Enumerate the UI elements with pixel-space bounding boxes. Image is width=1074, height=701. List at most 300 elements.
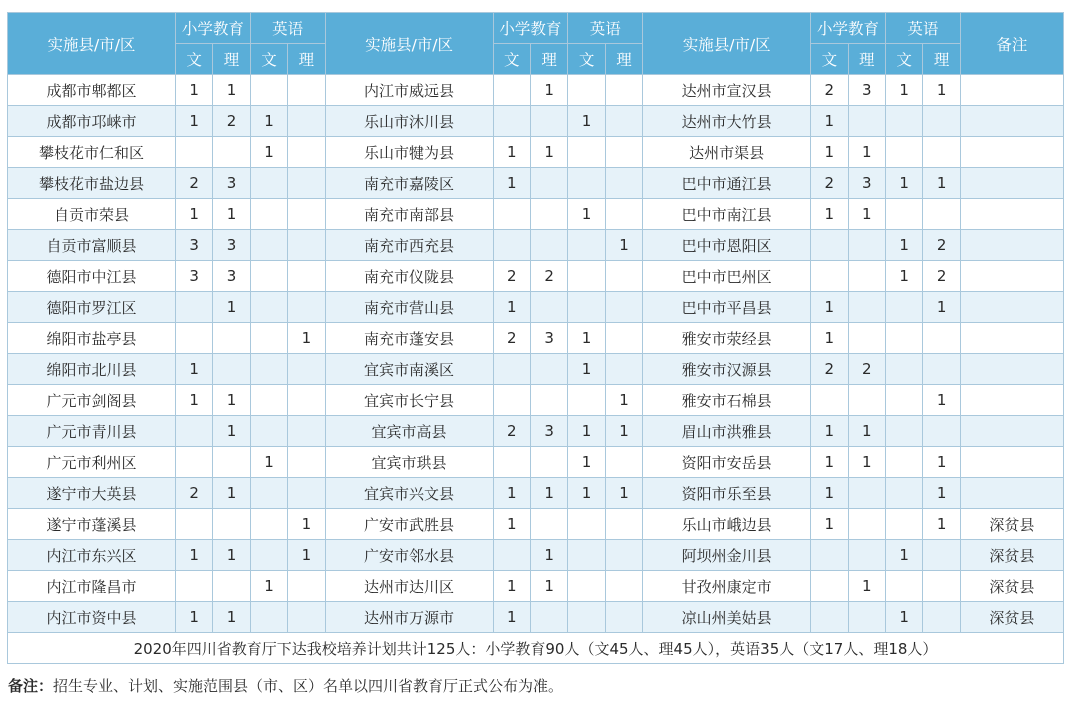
quota-cell <box>923 540 960 571</box>
quota-cell <box>811 261 848 292</box>
quota-cell <box>250 75 287 106</box>
quota-cell <box>288 199 325 230</box>
remarks-cell <box>960 292 1063 323</box>
quota-cell: 1 <box>288 540 325 571</box>
quota-cell: 1 <box>493 509 530 540</box>
quota-cell <box>250 292 287 323</box>
remarks-cell <box>960 447 1063 478</box>
quota-cell: 1 <box>250 137 287 168</box>
county-cell: 巴中市恩阳区 <box>643 230 811 261</box>
county-cell: 德阳市罗江区 <box>8 292 176 323</box>
quota-cell <box>250 168 287 199</box>
quota-cell: 2 <box>530 261 567 292</box>
county-cell: 南充市仪陇县 <box>325 261 493 292</box>
table-row <box>8 75 1064 106</box>
quota-cell <box>605 199 642 230</box>
county-cell: 宜宾市长宁县 <box>325 385 493 416</box>
quota-cell: 1 <box>605 385 642 416</box>
remarks-cell <box>960 478 1063 509</box>
quota-cell: 1 <box>250 106 287 137</box>
primary-education-header: 小学教育 <box>493 13 568 44</box>
quota-cell <box>213 323 250 354</box>
county-cell: 广安市邻水县 <box>325 540 493 571</box>
county-cell: 雅安市石棉县 <box>643 385 811 416</box>
quota-cell: 1 <box>885 261 922 292</box>
quota-cell: 1 <box>493 478 530 509</box>
county-cell: 宜宾市南溪区 <box>325 354 493 385</box>
quota-cell: 1 <box>811 447 848 478</box>
quota-cell <box>605 292 642 323</box>
county-cell: 巴中市巴州区 <box>643 261 811 292</box>
quota-cell <box>250 199 287 230</box>
table-row <box>8 602 1064 633</box>
quota-cell <box>175 509 212 540</box>
quota-cell: 1 <box>175 385 212 416</box>
quota-cell <box>923 571 960 602</box>
table-row <box>8 261 1064 292</box>
quota-cell <box>605 137 642 168</box>
quota-cell: 1 <box>530 571 567 602</box>
table-row <box>8 323 1064 354</box>
quota-cell <box>530 292 567 323</box>
remarks-cell <box>960 75 1063 106</box>
table-row <box>8 385 1064 416</box>
county-cell: 凉山州美姑县 <box>643 602 811 633</box>
county-cell: 绵阳市北川县 <box>8 354 176 385</box>
quota-cell: 2 <box>175 478 212 509</box>
county-cell: 攀枝花市仁和区 <box>8 137 176 168</box>
county-cell: 宜宾市珙县 <box>325 447 493 478</box>
county-cell: 内江市隆昌市 <box>8 571 176 602</box>
quota-cell: 2 <box>848 354 885 385</box>
quota-cell <box>493 354 530 385</box>
quota-cell <box>605 354 642 385</box>
quota-cell: 1 <box>811 137 848 168</box>
quota-cell: 1 <box>530 137 567 168</box>
science-subheader: 理 <box>213 44 250 75</box>
quota-cell <box>530 230 567 261</box>
quota-cell <box>250 416 287 447</box>
county-cell: 广元市剑阁县 <box>8 385 176 416</box>
county-cell: 南充市南部县 <box>325 199 493 230</box>
quota-cell <box>530 354 567 385</box>
table-row <box>8 292 1064 323</box>
quota-cell <box>213 571 250 602</box>
quota-cell <box>568 230 605 261</box>
county-cell: 达州市达川区 <box>325 571 493 602</box>
county-cell: 成都市邛崃市 <box>8 106 176 137</box>
quota-cell: 1 <box>530 540 567 571</box>
quota-cell <box>848 478 885 509</box>
quota-cell: 1 <box>530 75 567 106</box>
remarks-cell <box>960 416 1063 447</box>
county-column-header: 实施县/市/区 <box>643 13 811 75</box>
quota-cell <box>848 106 885 137</box>
quota-cell <box>885 478 922 509</box>
quota-cell <box>568 540 605 571</box>
county-cell: 自贡市富顺县 <box>8 230 176 261</box>
primary-education-header: 小学教育 <box>175 13 250 44</box>
county-column-header: 实施县/市/区 <box>325 13 493 75</box>
table-row <box>8 478 1064 509</box>
quota-cell <box>288 602 325 633</box>
county-cell: 资阳市安岳县 <box>643 447 811 478</box>
science-subheader: 理 <box>530 44 567 75</box>
quota-cell: 1 <box>213 602 250 633</box>
remarks-cell <box>960 354 1063 385</box>
footnote <box>8 675 563 696</box>
arts-subheader: 文 <box>568 44 605 75</box>
county-cell: 遂宁市蓬溪县 <box>8 509 176 540</box>
county-cell: 雅安市汉源县 <box>643 354 811 385</box>
quota-cell <box>213 137 250 168</box>
quota-cell: 1 <box>213 416 250 447</box>
quota-cell: 3 <box>530 323 567 354</box>
county-cell: 广元市青川县 <box>8 416 176 447</box>
quota-cell: 1 <box>568 199 605 230</box>
table-row <box>8 230 1064 261</box>
county-cell: 雅安市荥经县 <box>643 323 811 354</box>
remarks-cell <box>960 385 1063 416</box>
county-cell: 巴中市南江县 <box>643 199 811 230</box>
quota-cell <box>605 75 642 106</box>
table-row <box>8 540 1064 571</box>
county-cell: 自贡市荣县 <box>8 199 176 230</box>
quota-cell: 1 <box>923 509 960 540</box>
quota-cell: 2 <box>811 354 848 385</box>
quota-cell <box>493 447 530 478</box>
quota-cell: 1 <box>493 602 530 633</box>
table-row <box>8 354 1064 385</box>
quota-cell: 1 <box>213 292 250 323</box>
remarks-cell <box>960 168 1063 199</box>
table-body <box>8 75 1064 633</box>
quota-cell <box>530 199 567 230</box>
table-row <box>8 571 1064 602</box>
table-row <box>8 199 1064 230</box>
quota-cell <box>568 602 605 633</box>
quota-cell <box>288 137 325 168</box>
quota-cell: 1 <box>885 75 922 106</box>
table-row <box>8 416 1064 447</box>
county-cell: 乐山市峨边县 <box>643 509 811 540</box>
quota-cell <box>175 571 212 602</box>
quota-cell: 1 <box>175 106 212 137</box>
quota-cell: 1 <box>923 168 960 199</box>
table-row <box>8 137 1064 168</box>
quota-cell: 1 <box>493 292 530 323</box>
quota-cell: 1 <box>213 199 250 230</box>
enrollment-plan-table <box>7 12 1064 664</box>
quota-cell <box>493 199 530 230</box>
quota-cell: 3 <box>175 230 212 261</box>
quota-cell <box>288 75 325 106</box>
quota-cell: 2 <box>923 230 960 261</box>
quota-cell: 2 <box>923 261 960 292</box>
quota-cell <box>848 292 885 323</box>
county-cell: 南充市蓬安县 <box>325 323 493 354</box>
quota-cell <box>175 447 212 478</box>
quota-cell: 1 <box>885 602 922 633</box>
quota-cell: 1 <box>605 416 642 447</box>
quota-cell: 2 <box>493 261 530 292</box>
quota-cell: 1 <box>811 199 848 230</box>
quota-cell: 1 <box>493 571 530 602</box>
quota-cell <box>605 540 642 571</box>
quota-cell: 1 <box>175 602 212 633</box>
quota-cell <box>811 230 848 261</box>
remarks-cell <box>960 137 1063 168</box>
quota-cell <box>568 509 605 540</box>
quota-cell: 1 <box>213 540 250 571</box>
quota-cell: 3 <box>213 168 250 199</box>
quota-cell <box>885 354 922 385</box>
table-row <box>8 447 1064 478</box>
quota-cell: 1 <box>923 478 960 509</box>
quota-cell <box>605 261 642 292</box>
remarks-cell <box>960 199 1063 230</box>
county-column-header: 实施县/市/区 <box>8 13 176 75</box>
quota-cell <box>288 571 325 602</box>
english-header: 英语 <box>250 13 325 44</box>
english-header: 英语 <box>885 13 960 44</box>
science-subheader: 理 <box>923 44 960 75</box>
quota-cell <box>250 323 287 354</box>
quota-cell <box>848 602 885 633</box>
quota-cell <box>213 447 250 478</box>
quota-cell <box>605 323 642 354</box>
quota-cell <box>885 199 922 230</box>
quota-cell: 1 <box>811 106 848 137</box>
quota-cell: 1 <box>175 354 212 385</box>
quota-cell <box>848 323 885 354</box>
quota-cell <box>250 385 287 416</box>
table-row <box>8 168 1064 199</box>
arts-subheader: 文 <box>175 44 212 75</box>
quota-cell: 1 <box>923 447 960 478</box>
quota-cell: 1 <box>213 385 250 416</box>
quota-cell <box>923 354 960 385</box>
quota-cell <box>250 478 287 509</box>
quota-cell <box>885 106 922 137</box>
remarks-cell: 深贫县 <box>960 571 1063 602</box>
quota-cell: 2 <box>493 416 530 447</box>
quota-cell <box>811 602 848 633</box>
quota-cell <box>811 540 848 571</box>
quota-cell <box>288 292 325 323</box>
quota-cell: 1 <box>288 509 325 540</box>
quota-cell: 1 <box>568 106 605 137</box>
county-cell: 内江市威远县 <box>325 75 493 106</box>
quota-cell <box>605 106 642 137</box>
quota-cell <box>288 478 325 509</box>
quota-cell: 3 <box>848 75 885 106</box>
quota-cell: 1 <box>605 478 642 509</box>
quota-cell: 1 <box>493 137 530 168</box>
table-row <box>8 509 1064 540</box>
quota-cell: 1 <box>848 137 885 168</box>
quota-cell <box>250 540 287 571</box>
quota-cell <box>213 354 250 385</box>
quota-cell: 1 <box>213 478 250 509</box>
quota-cell: 1 <box>568 416 605 447</box>
quota-cell <box>811 385 848 416</box>
quota-cell <box>175 137 212 168</box>
arts-subheader: 文 <box>885 44 922 75</box>
remarks-cell <box>960 230 1063 261</box>
quota-cell <box>493 75 530 106</box>
county-cell: 内江市资中县 <box>8 602 176 633</box>
quota-cell <box>848 385 885 416</box>
quota-cell <box>568 385 605 416</box>
quota-cell: 1 <box>175 75 212 106</box>
quota-cell <box>493 540 530 571</box>
quota-cell: 1 <box>530 478 567 509</box>
quota-cell: 3 <box>213 261 250 292</box>
quota-cell: 1 <box>885 540 922 571</box>
quota-cell: 1 <box>848 571 885 602</box>
county-cell: 乐山市沐川县 <box>325 106 493 137</box>
county-cell: 广安市武胜县 <box>325 509 493 540</box>
quota-cell <box>288 106 325 137</box>
quota-cell <box>568 261 605 292</box>
quota-cell: 1 <box>568 447 605 478</box>
remarks-cell <box>960 106 1063 137</box>
quota-cell <box>175 416 212 447</box>
quota-cell <box>250 602 287 633</box>
quota-cell <box>568 137 605 168</box>
quota-cell <box>175 323 212 354</box>
county-cell: 达州市万源市 <box>325 602 493 633</box>
county-cell: 阿坝州金川县 <box>643 540 811 571</box>
quota-cell <box>250 230 287 261</box>
quota-cell <box>923 199 960 230</box>
county-cell: 内江市东兴区 <box>8 540 176 571</box>
county-cell: 巴中市通江县 <box>643 168 811 199</box>
quota-cell: 1 <box>885 230 922 261</box>
quota-cell: 1 <box>885 168 922 199</box>
quota-cell: 2 <box>175 168 212 199</box>
quota-cell: 1 <box>568 478 605 509</box>
county-cell: 南充市西充县 <box>325 230 493 261</box>
county-cell: 德阳市中江县 <box>8 261 176 292</box>
quota-cell: 1 <box>568 354 605 385</box>
quota-cell: 1 <box>605 230 642 261</box>
arts-subheader: 文 <box>811 44 848 75</box>
quota-cell <box>923 416 960 447</box>
quota-cell: 3 <box>175 261 212 292</box>
quota-cell <box>848 230 885 261</box>
quota-cell <box>530 509 567 540</box>
county-cell: 达州市渠县 <box>643 137 811 168</box>
quota-cell <box>288 385 325 416</box>
arts-subheader: 文 <box>493 44 530 75</box>
quota-cell: 2 <box>213 106 250 137</box>
quota-cell <box>288 416 325 447</box>
quota-cell <box>605 168 642 199</box>
quota-cell <box>288 354 325 385</box>
quota-cell <box>848 261 885 292</box>
county-cell: 宜宾市兴文县 <box>325 478 493 509</box>
summary-row: 2020年四川省教育厅下达我校培养计划共计125人：小学教育90人（文45人、理45人），英语35人（文17人、理18人） <box>8 633 1064 664</box>
quota-cell: 3 <box>530 416 567 447</box>
table-row <box>8 106 1064 137</box>
quota-cell: 2 <box>811 168 848 199</box>
quota-cell <box>923 106 960 137</box>
quota-cell <box>568 168 605 199</box>
county-cell: 遂宁市大英县 <box>8 478 176 509</box>
quota-cell <box>288 230 325 261</box>
quota-cell: 1 <box>811 416 848 447</box>
remarks-header: 备注 <box>960 13 1063 75</box>
county-cell: 资阳市乐至县 <box>643 478 811 509</box>
county-cell: 甘孜州康定市 <box>643 571 811 602</box>
quota-cell: 1 <box>175 199 212 230</box>
quota-cell: 1 <box>811 509 848 540</box>
quota-cell <box>885 137 922 168</box>
quota-cell <box>250 354 287 385</box>
quota-cell: 1 <box>811 292 848 323</box>
remarks-cell <box>960 323 1063 354</box>
quota-cell <box>493 106 530 137</box>
quota-cell: 1 <box>923 292 960 323</box>
quota-cell <box>213 509 250 540</box>
quota-cell: 1 <box>250 447 287 478</box>
county-cell: 南充市营山县 <box>325 292 493 323</box>
quota-cell: 1 <box>250 571 287 602</box>
quota-cell: 1 <box>848 447 885 478</box>
county-cell: 宜宾市高县 <box>325 416 493 447</box>
quota-cell: 3 <box>213 230 250 261</box>
quota-cell <box>250 261 287 292</box>
remarks-cell: 深贫县 <box>960 540 1063 571</box>
quota-cell <box>250 509 287 540</box>
county-cell: 绵阳市盐亭县 <box>8 323 176 354</box>
quota-cell: 2 <box>811 75 848 106</box>
quota-cell <box>175 292 212 323</box>
quota-cell <box>923 602 960 633</box>
county-cell: 攀枝花市盐边县 <box>8 168 176 199</box>
quota-cell <box>288 447 325 478</box>
quota-cell <box>885 509 922 540</box>
quota-cell <box>605 447 642 478</box>
quota-cell: 1 <box>923 75 960 106</box>
quota-cell <box>848 540 885 571</box>
footnote-text: 招生专业、计划、实施范围县（市、区）名单以四川省教育厅正式公布为准。 <box>53 677 564 695</box>
quota-cell: 1 <box>923 385 960 416</box>
footnote-label: 备注： <box>8 677 54 695</box>
quota-cell <box>530 447 567 478</box>
science-subheader: 理 <box>288 44 325 75</box>
quota-cell <box>885 571 922 602</box>
remarks-cell: 深贫县 <box>960 602 1063 633</box>
quota-cell <box>885 323 922 354</box>
science-subheader: 理 <box>848 44 885 75</box>
science-subheader: 理 <box>605 44 642 75</box>
quota-cell <box>811 571 848 602</box>
quota-cell: 2 <box>493 323 530 354</box>
quota-cell <box>923 137 960 168</box>
quota-cell <box>605 509 642 540</box>
quota-cell: 3 <box>848 168 885 199</box>
quota-cell <box>288 168 325 199</box>
quota-cell <box>605 571 642 602</box>
quota-cell <box>493 385 530 416</box>
county-cell: 眉山市洪雅县 <box>643 416 811 447</box>
quota-cell <box>885 416 922 447</box>
english-header: 英语 <box>568 13 643 44</box>
quota-cell: 1 <box>811 323 848 354</box>
